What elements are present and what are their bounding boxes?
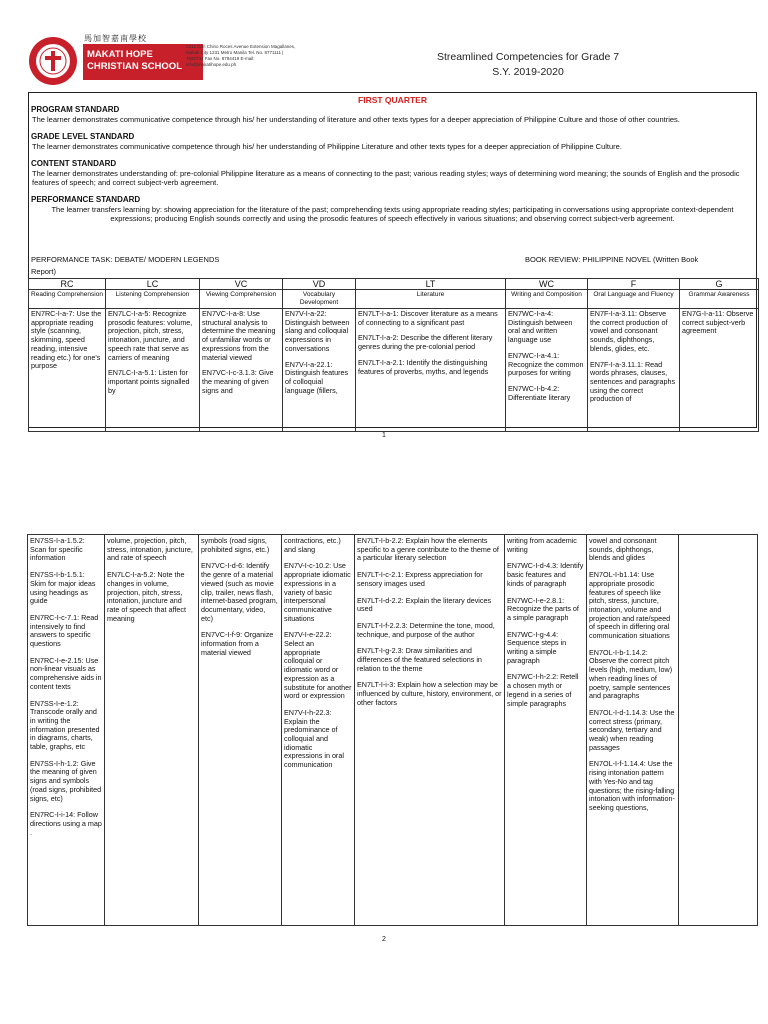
competency-cell: EN7LT-I-b-2.2: Explain how the elements specific to a genre contribute to the theme of a particular literary selection EN7LT-I-c-2.1: Express appreciation for sensory images used EN7LT-I-d-2.2: Explain the literary devices used EN7LT-I-f-2.2.3: Determine the tone, mood, technique, and purpose of the author EN7LT-I-g-2.3: Draw similarities and differences of the featured selections in relation to the theme EN7LT-I-i-3: Explain how a selection may be influenced by culture, history, environment, or other factors: [355, 535, 505, 926]
competency-cell: EN7LC-I-a-5: Recognize prosodic features: volume, projection, pitch, stress, intonation, juncture, and speech rate that serve as carriers of meaning EN7LC-I-a-5.1: Listen for important points signalled by: [106, 309, 200, 432]
column-code: VD: [283, 279, 356, 290]
competency-cell: EN7LT-I-a-1: Discover literature as a means of connecting to a significant past EN7LT-I-a-2: Describe the different literary genres during the pre-colonial period EN7LT-I-a-2.1: Identify the distinguishing features of proverbs, myths, and legends: [356, 309, 506, 432]
book-review-cont: Report): [31, 267, 57, 276]
school-chinese-name: 馬加智嘉南學校: [84, 34, 147, 43]
page-number: 2: [382, 936, 386, 943]
column-name: Reading Comprehension: [29, 290, 106, 309]
column-name: Listening Comprehension: [106, 290, 200, 309]
column-name: Literature: [356, 290, 506, 309]
document-title: Streamlined Competencies for Grade 7 S.Y. 2019-2020: [436, 51, 620, 78]
competency-cell: EN7VC-I-a-8: Use structural analysis to determine the meaning of unfamiliar words or expressions from the material viewed EN7VC-I-c-3.1.3: Give the meaning of given signs and: [200, 309, 283, 432]
column-name: Viewing Comprehension: [200, 290, 283, 309]
performance-standard-text: The learner transfers learning by: showing appreciation for the literature of the past; comprehending texts using appropriate reading styles; participating in conversations using appropriate context-dependent expressions; producing English sounds correctly and using the prosodic features of speech effectively in various situations; and observing correct subject-verb agreement.: [51, 205, 734, 223]
column-code-row: [29, 279, 759, 290]
column-name-row: [29, 290, 759, 309]
column-name: Oral Language and Fluency: [588, 290, 680, 309]
competency-cell: EN7RC-I-a-7: Use the appropriate reading style (scanning, skimming, speed reading, intensive reading etc.) for one's purpose: [29, 309, 106, 432]
competency-table: [28, 278, 759, 432]
competency-cell: EN7WC-I-a-4: Distinguish between oral and written language use EN7WC-I-a-4.1: Recognize the common purposes for writing EN7WC-I-b-4.2: Differentiate literary: [506, 309, 588, 432]
competency-cell: symbols (road signs, prohibited signs, etc.) EN7VC-I-d-6: Identify the genre of a material viewed (such as movie clip, trailer, news flash, internet-based program, documentary, video, etc) EN7VC-I-f-9: Organize information from a material viewed: [199, 535, 282, 926]
table-row: [28, 535, 758, 926]
quarter-heading: FIRST QUARTER: [358, 95, 427, 105]
competency-cell: EN7SS-I-a-1.5.2: Scan for specific information EN7SS-I-b-1.5.1: Skim for major ideas using headings as guide EN7RC-I-c-7.1: Read intensively to find answers to specific questions EN7RC-I-e-2.15: Use non-linear visuals as comprehensive aids in content texts EN7SS-I-e-1.2: Transcode orally and in writing the information presented in diagrams, charts, table, graphs, etc EN7SS-I-h-1.2: Give the meaning of given signs and symbols (road signs, prohibited signs, etc) EN7RC-I-i-14: Follow directions using a map .: [28, 535, 105, 926]
content-standard-text: The learner demonstrates understanding of: pre-colonial Philippine literature as a means of connecting to the past; various reading styles; ways of determining word meaning; the sounds of English and the prosodic features of speech; and correct subject-verb agreement.: [32, 169, 740, 187]
column-name: Writing and Composition: [506, 290, 588, 309]
program-standard-heading: PROGRAM STANDARD: [31, 105, 120, 114]
competency-cell: contractions, etc.) and slang EN7V-I-c-10.2: Use appropriate idiomatic expressions in a variety of basic interpersonal communicative situations EN7V-I-e-22.2: Select an appropriate colloquial or idiomatic word or expression as a substitute for another word or expression EN7V-I-h-22.3: Explain the predominance of colloquial and idiomatic expressions in oral communication: [282, 535, 355, 926]
table-row: [29, 309, 759, 432]
performance-task-row: [31, 255, 755, 277]
competency-cell: vowel and consonant sounds, diphthongs, blends and glides EN7OL-I-b1.14: Use appropriate prosodic features of speech like pitch, stress, juncture, intonation, volume and projection and rate/speed of speech in differing oral communication situations EN7OL-I-b-1.14.2: Observe the correct pitch levels (high, medium, low) when reading lines of poetry, sample sentences and paragraphs EN7OL-I-d-1.14.3: Use the correct stress (primary, secondary, tertiary and weak) when reading passages EN7OL-I-f-1.14.4: Use the rising intonation pattern with Yes-No and tag questions; the rising-falling intonation with information-seeking questions,: [587, 535, 679, 926]
competency-table-continued: [27, 534, 758, 926]
program-standard-text: The learner demonstrates communicative competence through his/ her understanding of literature and other texts types for a deeper appreciation of Philippine Culture and those of other countries.: [32, 115, 680, 124]
competency-cell: EN7V-I-a-22: Distinguish between slang and colloquial expressions in conversations EN7V-I-a-22.1: Distinguish features of colloquial language (fillers,: [283, 309, 356, 432]
column-code: RC: [29, 279, 106, 290]
school-seal-icon: [28, 36, 78, 86]
competency-cell: writing from academic writing EN7WC-I-d-4.3: Identify basic features and kinds of paragraph EN7WC-I-e-2.8.1: Recognize the parts of a simple paragraph EN7WC-I-g-4.4: Sequence steps in writing a simple paragraph EN7WC-I-h-2.2: Retell a chosen myth or legend in a series of simple paragraphs: [505, 535, 587, 926]
performance-standard-heading: PERFORMANCE STANDARD: [31, 195, 141, 204]
column-name: Vocabulary Development: [283, 290, 356, 309]
column-name: Grammar Awareness: [680, 290, 759, 309]
column-code: WC: [506, 279, 588, 290]
competency-cell: EN7G-I-a-11: Observe correct subject-verb agreement: [680, 309, 759, 432]
standards-box: [28, 92, 757, 428]
competency-cell: volume, projection, pitch, stress, intonation, juncture, and rate of speech EN7LC-I-a-5.2: Note the changes in volume, projection, pitch, stress, intonation, juncture and rate of speech that affect meaning: [105, 535, 199, 926]
page-2: [0, 530, 768, 1024]
column-code: LT: [356, 279, 506, 290]
competency-cell: EN7F-I-a-3.11: Observe the correct production of vowel and consonant sounds, diphthongs, blends, glides, etc. EN7F-I-a-3.11.1: Read words phrases, clauses, sentences and paragraphs using the correct production of: [588, 309, 680, 432]
book-review: BOOK REVIEW: PHILIPPINE NOVEL (Written Book: [525, 255, 699, 264]
page-number: 1: [382, 432, 386, 439]
school-logo: [28, 36, 188, 86]
competency-cell-empty: [679, 535, 758, 926]
content-standard-heading: CONTENT STANDARD: [31, 159, 117, 168]
column-code: VC: [200, 279, 283, 290]
column-code: LC: [106, 279, 200, 290]
school-name: MAKATI HOPE CHRISTIAN SCHOOL: [83, 44, 203, 80]
grade-level-standard-text: The learner demonstrates communicative competence through his/ her understanding of Philippine Literature and other texts types for a deeper appreciation of Philippine Culture.: [32, 142, 622, 151]
performance-task: PERFORMANCE TASK: DEBATE/ MODERN LEGENDS: [31, 255, 220, 264]
school-address: 2212 Don Chino Roces Avenue Extension Magallanes, Makati City 1231 Metro Manila Tel. No. 8771111 | 7582744 Fax No. 8784419 E-mail: info@makatihope.edu.ph: [186, 44, 296, 67]
column-code: F: [588, 279, 680, 290]
grade-level-standard-heading: GRADE LEVEL STANDARD: [31, 132, 135, 141]
page-1: [0, 0, 768, 465]
column-code: G: [680, 279, 759, 290]
